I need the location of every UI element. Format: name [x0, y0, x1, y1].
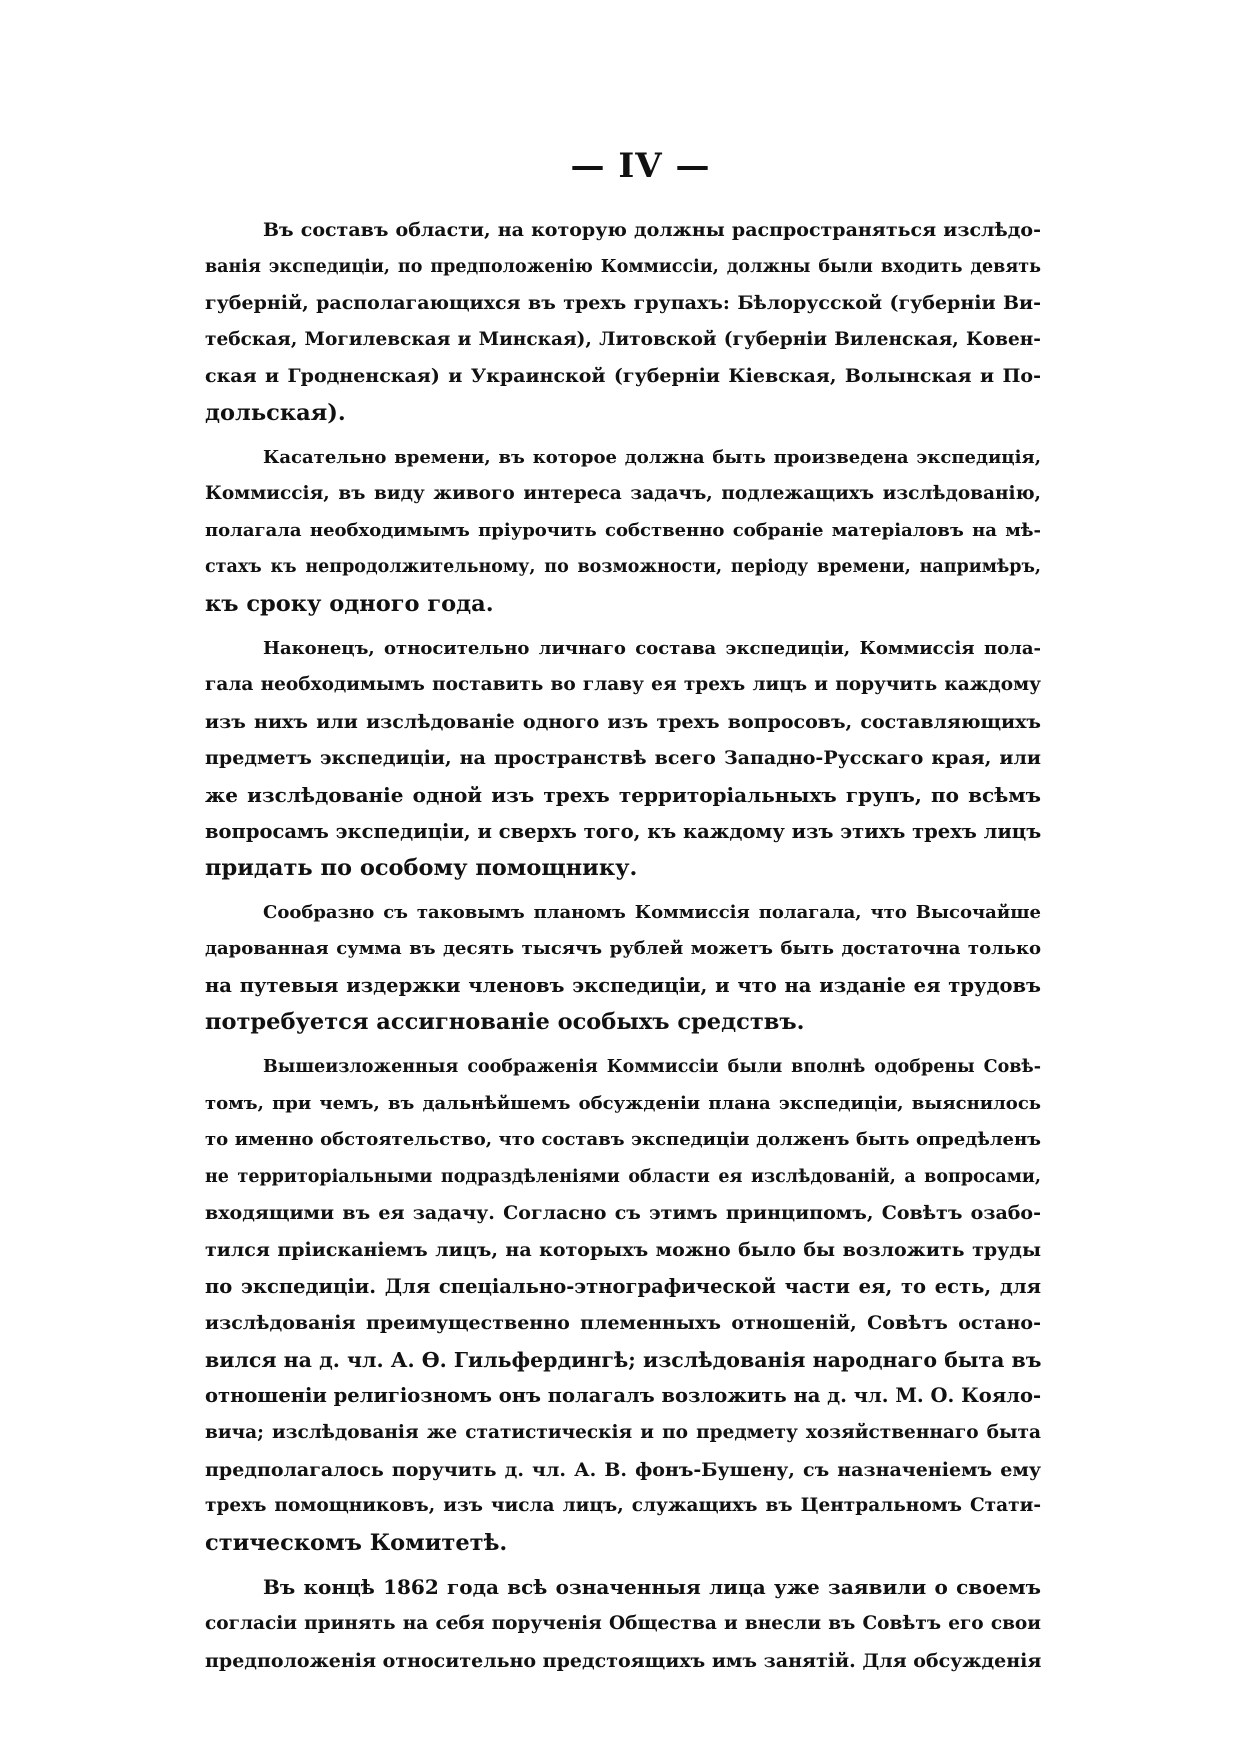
- text-line: согласіи принять на себя порученія Общества и внесли въ Совѣтъ его свои: [205, 1612, 1041, 1634]
- text-line: Вышеизложенныя соображенія Коммиссіи были вполнѣ одобрены Совѣ-: [263, 1057, 1041, 1078]
- body-text: [205, 212, 1041, 1679]
- text-line: Въ составъ области, на которую должны распространяться изслѣдо-: [263, 219, 1041, 241]
- text-line: стическомъ Комитетѣ.: [205, 1529, 508, 1556]
- text-line: Касательно времени, въ которое должна быть произведена экспедиція,: [263, 446, 1041, 468]
- text-line: на путевыя издержки членовъ экспедиціи, и что на изданіе ея трудовъ: [205, 973, 1041, 997]
- text-line: то именно обстоятельство, что составъ экспедиціи долженъ быть опредѣленъ: [205, 1129, 1041, 1151]
- text-line: вича; изслѣдованія же статистическія и по предмету хозяйственнаго быта: [205, 1422, 1041, 1443]
- text-line: Наконецъ, относительно личнаго состава экспедиціи, Коммиссія пола-: [263, 637, 1041, 659]
- text-line: же изслѣдованіе одной изъ трехъ территоріальныхъ групъ, по всѣмъ: [205, 782, 1041, 807]
- text-line: предположенія относительно предстоящихъ имъ занятій. Для обсужденія: [205, 1649, 1042, 1672]
- text-line: вился на д. чл. А. Ѳ. Гильфердингѣ; изслѣдованія народнаго быта въ: [205, 1347, 1042, 1372]
- text-line: Въ концѣ 1862 года всѣ означенныя лица уже заявили о своемъ: [263, 1575, 1041, 1600]
- paragraph: [205, 631, 1041, 887]
- text-line: придать по особому помощнику.: [205, 855, 638, 882]
- text-line: полагала необходимымъ пріурочить собственно собраніе матеріаловъ на мѣ-: [205, 519, 1041, 541]
- page-number: — IV —: [570, 146, 711, 186]
- text-line: Коммиссія, въ виду живого интереса задачъ, подлежащихъ изслѣдованію,: [205, 483, 1041, 505]
- text-line: трехъ помощниковъ, изъ числа лицъ, служащихъ въ Центральномъ Стати-: [205, 1495, 1041, 1517]
- text-line: томъ, при чемъ, въ дальнѣйшемъ обсужденіи плана экспедиціи, выяснилось: [205, 1092, 1041, 1114]
- text-line: тебская, Могилевская и Минская), Литовской (губерніи Виленская, Ковен-: [205, 328, 1041, 350]
- text-line: стахъ къ непродолжительному, по возможности, періоду времени, напримѣръ,: [205, 557, 1041, 578]
- text-line: входящими въ ея задачу. Согласно съ этимъ принципомъ, Совѣтъ озабо-: [205, 1202, 1041, 1225]
- text-line: гала необходимымъ поставить во главу ея трехъ лицъ и поручить каждому: [205, 674, 1041, 696]
- text-line: дарованная сумма въ десять тысячъ рублей можетъ быть достаточна только: [205, 938, 1041, 960]
- text-line: предполагалось поручить д. чл. А. В. фонъ-Бушену, съ назначеніемъ ему: [205, 1458, 1041, 1481]
- paragraph: [205, 895, 1041, 1041]
- text-line: вопросамъ экспедиціи, и сверхъ того, къ каждому изъ этихъ трехъ лицъ: [205, 819, 1042, 843]
- text-line: не территоріальными подраздѣленіями области ея изслѣдованій, а вопросами,: [205, 1166, 1041, 1187]
- text-line: изслѣдованія преимущественно племенныхъ отношеній, Совѣтъ остано-: [205, 1312, 1041, 1335]
- text-line: тился пріисканіемъ лицъ, на которыхъ можно было бы возложить труды: [205, 1239, 1041, 1262]
- text-line: губерній, располагающихся въ трехъ групахъ: Бѣлорусской (губерніи Ви-: [205, 292, 1041, 315]
- text-line: дольская).: [205, 399, 346, 426]
- text-line: по экспедиціи. Для спеціально-этнографической части ея, то есть, для: [205, 1274, 1041, 1298]
- text-line: къ сроку одного года.: [205, 590, 494, 617]
- text-line: ская и Гродненская) и Украинской (губерніи Кіевская, Волынская и По-: [205, 365, 1041, 388]
- text-line: предметъ экспедиціи, на пространствѣ всего Западно-Русскаго края, или: [205, 747, 1041, 770]
- paragraph: [205, 1569, 1041, 1679]
- paragraph: [205, 212, 1041, 432]
- text-line: Сообразно съ таковымъ планомъ Коммиссія полагала, что Высочайше: [263, 901, 1041, 923]
- paragraph: [205, 440, 1041, 623]
- text-line: ванія экспедиціи, по предположенію Коммиссіи, должны были входить девять: [205, 256, 1041, 277]
- text-line: изъ нихъ или изслѣдованіе одного изъ трехъ вопросовъ, составляющихъ: [205, 710, 1041, 733]
- text-line: отношеніи религіозномъ онъ полагалъ возложить на д. чл. М. О. Кояло-: [205, 1384, 1042, 1408]
- paragraph: [205, 1049, 1041, 1561]
- text-line: потребуется ассигнованіе особыхъ средствъ.: [205, 1009, 805, 1036]
